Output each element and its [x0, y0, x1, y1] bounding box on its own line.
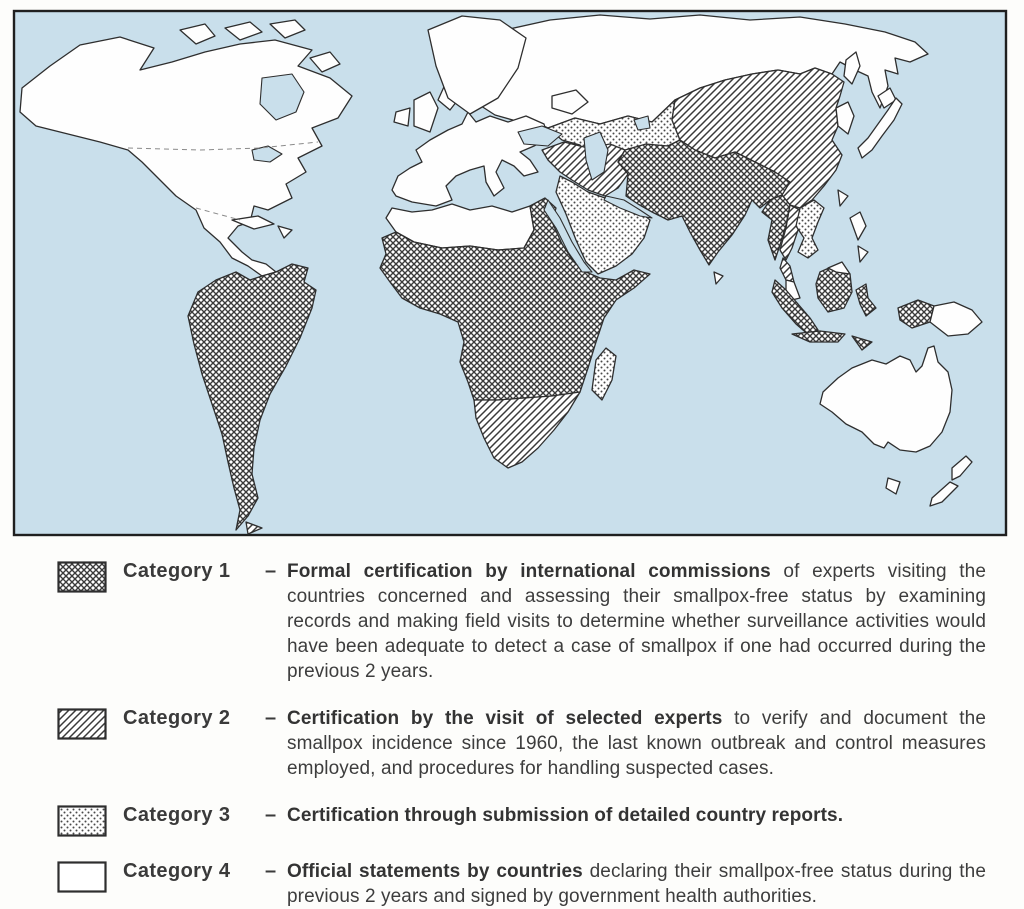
- category-2-dash: –: [265, 707, 277, 729]
- category-3-description: Certification through submission of detailed country reports.: [287, 805, 844, 826]
- category-4-swatch: [57, 861, 107, 893]
- legend-row-category-4: [57, 859, 986, 909]
- category-1-dash: –: [265, 560, 277, 582]
- category-2-swatch: [57, 708, 107, 740]
- category-3-label: Category 3: [123, 804, 231, 826]
- category-3-swatch: [57, 805, 107, 837]
- category-3-dash: –: [265, 804, 277, 826]
- category-2-description: Certification by the visit of selected experts to verify and document the smallpox incidence since 1960, the last known outbreak and control measures employed, and procedures for handling suspected cases.: [287, 708, 986, 779]
- legend: [0, 545, 1024, 909]
- category-4-dash: –: [265, 860, 277, 882]
- category-4-description: Official statements by countries declaring their smallpox-free status during the previous 2 years and signed by government health authorities.: [287, 861, 986, 907]
- category-2-label: Category 2: [123, 707, 231, 729]
- category-1-swatch: [57, 561, 107, 593]
- category-1-description: Formal certification by international commissions of experts visiting the countries concerned and assessing their smallpox-free status by examining records and making field visits to determine whether surveillance activities would have been adequate to detect a case of smallpox if one had occurred during the previous 2 years.: [287, 561, 987, 682]
- category-4-label: Category 4: [123, 860, 231, 882]
- legend-row-category-1: [57, 559, 986, 684]
- category-1-label: Category 1: [123, 560, 231, 582]
- legend-row-category-2: [57, 706, 986, 781]
- legend-row-category-3: [57, 803, 986, 837]
